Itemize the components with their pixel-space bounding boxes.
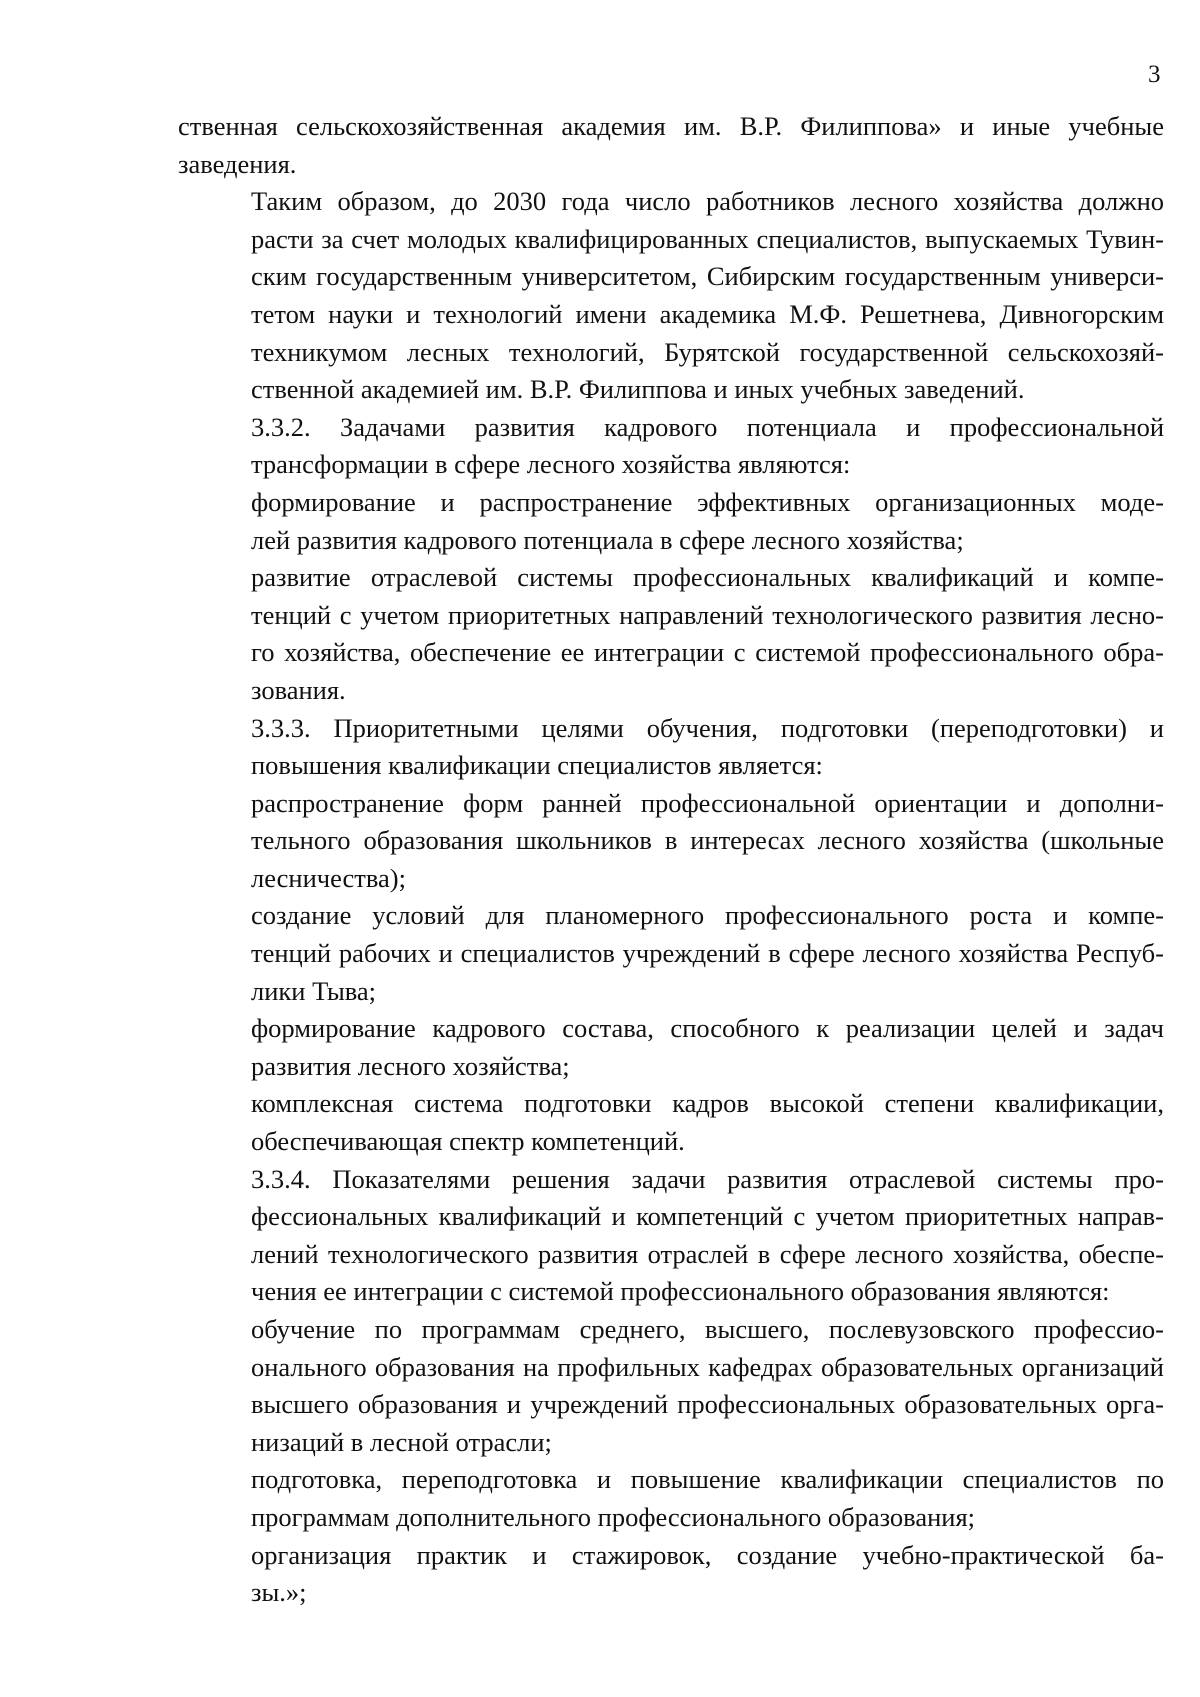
text-line: Таким образом, до 2030 года число работников лесного хозяйства должно: [251, 186, 1164, 217]
paragraph: [178, 897, 1164, 1010]
text-line: лики Тыва;: [251, 975, 377, 1006]
paragraph: [178, 1085, 1164, 1160]
paragraph: [178, 108, 1164, 183]
paragraph: [178, 1010, 1164, 1085]
text-line: лей развития кадрового потенциала в сфере лесного хозяйства;: [251, 524, 964, 555]
text-line: ским государственным университетом, Сибирским государственным универси-: [251, 261, 1164, 292]
text-line: техникумом лесных технологий, Бурятской государственной сельскохозяй-: [251, 336, 1164, 367]
text-line: обучение по программам среднего, высшего, послевузовского профессио-: [251, 1314, 1164, 1344]
text-line: зования.: [251, 674, 346, 705]
text-line: высшего образования и учреждений профессиональных образовательных орга-: [251, 1389, 1164, 1420]
paragraph: [178, 484, 1164, 559]
text-line: развития лесного хозяйства;: [251, 1050, 570, 1081]
text-line: онального образования на профильных кафедрах образовательных организаций: [251, 1351, 1164, 1382]
text-line: заведения.: [178, 148, 297, 179]
document-body: [178, 108, 1164, 1612]
paragraph: [178, 1461, 1164, 1536]
text-line: организация практик и стажировок, создание учебно-практической ба-: [251, 1539, 1164, 1570]
paragraph: [178, 183, 1164, 409]
text-line: расти за счет молодых квалифицированных специалистов, выпускаемых Тувин-: [251, 223, 1164, 254]
text-line: программам дополнительного профессионального образования;: [251, 1501, 976, 1532]
text-line: тетом науки и технологий имени академика М.Ф. Решетнева, Дивногорским: [251, 298, 1164, 329]
text-line: создание условий для планомерного профессионального роста и компе-: [251, 900, 1164, 931]
text-line: трансформации в сфере лесного хозяйства являются:: [251, 449, 851, 480]
paragraph: [178, 559, 1164, 709]
text-line: лесничества);: [251, 862, 406, 893]
text-line: тенций с учетом приоритетных направлений технологического развития лесно-: [251, 599, 1164, 630]
text-line: ственная сельскохозяйственная академия им. В.Р. Филиппова» и иные учебные: [178, 111, 1164, 141]
text-line: фессиональных квалификаций и компетенций с учетом приоритетных направ-: [251, 1201, 1164, 1232]
text-line: распространение форм ранней профессиональной ориентации и дополни-: [251, 787, 1164, 818]
paragraph: [178, 785, 1164, 898]
text-line: тенций рабочих и специалистов учреждений в сфере лесного хозяйства Респуб-: [251, 938, 1164, 969]
paragraph: [178, 710, 1164, 785]
paragraph: [178, 1161, 1164, 1311]
text-line: развитие отраслевой системы профессиональных квалификаций и компе-: [251, 562, 1164, 593]
text-line: лений технологического развития отраслей в сфере лесного хозяйства, обеспе-: [251, 1238, 1164, 1269]
text-line: зы.»;: [251, 1577, 307, 1608]
paragraph: [178, 409, 1164, 484]
text-line: го хозяйства, обеспечение ее интеграции с системой профессионального обра-: [251, 637, 1164, 668]
text-line: тельного образования школьников в интересах лесного хозяйства (школьные: [251, 825, 1164, 856]
text-line: 3.3.2. Задачами развития кадрового потенциала и профессиональной: [251, 411, 1164, 442]
text-line: низаций в лесной отрасли;: [251, 1426, 552, 1457]
text-line: повышения квалификации специалистов является:: [251, 750, 823, 781]
text-line: чения ее интеграции с системой профессионального образования являются:: [251, 1276, 1110, 1307]
text-line: 3.3.3. Приоритетными целями обучения, подготовки (переподготовки) и: [251, 712, 1164, 743]
page-number: 3: [1148, 61, 1161, 88]
text-line: подготовка, переподготовка и повышение квалификации специалистов по: [251, 1464, 1164, 1495]
text-line: формирование и распространение эффективных организационных моде-: [251, 486, 1164, 517]
paragraph: [178, 1311, 1164, 1461]
text-line: формирование кадрового состава, способного к реализации целей и задач: [251, 1013, 1164, 1044]
text-line: ственной академией им. В.Р. Филиппова и иных учебных заведений.: [251, 374, 1025, 405]
text-line: обеспечивающая спектр компетенций.: [251, 1126, 685, 1157]
text-line: комплексная система подготовки кадров высокой степени квалификации,: [251, 1088, 1164, 1119]
paragraph: [178, 1537, 1164, 1612]
text-line: 3.3.4. Показателями решения задачи развития отраслевой системы про-: [251, 1163, 1164, 1194]
